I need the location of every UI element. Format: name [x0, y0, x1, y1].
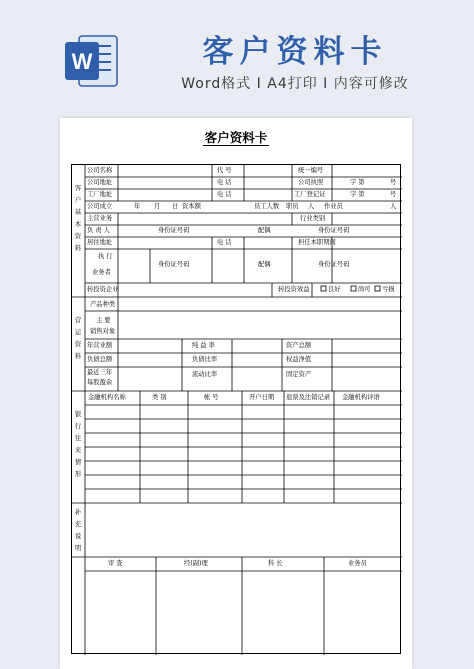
- section-business-label: 营 运 资 料: [74, 317, 82, 360]
- principal-label: 负 责 人: [87, 227, 110, 234]
- company-address-label: 公司地址: [87, 179, 113, 186]
- factory-reg-label: 工厂登记证: [294, 191, 326, 198]
- industry-label: 行业类别: [300, 215, 326, 222]
- factory-hao-label: 号: [390, 191, 397, 198]
- manager-label: 业务者: [92, 269, 111, 276]
- spouse-id-label-2: 身份证号码: [318, 261, 350, 268]
- total-assets-label: 资产总额: [286, 342, 312, 349]
- spouse-label-2: 配偶: [258, 261, 271, 268]
- word-logo-letter: W: [71, 49, 93, 74]
- company-name-label: 公司名称: [87, 167, 113, 174]
- license-zi-label: 字 第: [350, 179, 365, 186]
- bank-header-account: 帐 号: [204, 394, 219, 401]
- license-hao-label: 号: [390, 179, 397, 186]
- main-business-label: 主营业务: [87, 215, 113, 222]
- customer-form-table: [71, 164, 401, 654]
- document-page: [60, 118, 412, 669]
- principal-id-label: 身份证号码: [158, 227, 190, 234]
- executive-id-label: 身份证号码: [158, 261, 190, 268]
- good-option[interactable]: 良好: [328, 286, 341, 293]
- section-notes-label: 补 充 说 明: [74, 509, 82, 552]
- section-bank-label: 银 行 往 来 情 形: [74, 411, 82, 478]
- persons-label-1: 人: [308, 203, 315, 210]
- word-logo-icon: [63, 30, 119, 92]
- spouse-label-1: 配偶: [258, 227, 271, 234]
- recent-three-years-label: 最近三年: [87, 369, 113, 376]
- staff-label: 员工人数: [254, 203, 280, 210]
- main-sales-label-2: 销售对象: [90, 328, 116, 335]
- phone-label-1: 电 话: [217, 179, 232, 186]
- main-sales-label-1: 主 要: [96, 317, 111, 324]
- phone-label-3: 电 话: [217, 239, 232, 246]
- banner-subtitle: Word格式 I A4打印 I 内容可修改: [181, 76, 409, 92]
- salesperson-label: 业务员: [348, 560, 367, 567]
- bank-header-category: 类 别: [152, 394, 167, 401]
- net-equity-label: 权益净值: [286, 356, 312, 363]
- factory-zi-label: 字 第: [350, 191, 365, 198]
- product-label: 产品种类: [90, 301, 116, 308]
- bank-header-open-date: 开户日期: [249, 394, 275, 401]
- debt-ratio-label: 负债比率: [192, 356, 218, 363]
- net-margin-label: 纯 益 率: [192, 342, 215, 349]
- fixed-assets-label: 固定资产: [286, 371, 312, 378]
- bank-header-bounce-record: 退票及注销记录: [286, 394, 331, 401]
- transfer-effect-label: 转投资效益: [278, 286, 310, 293]
- year-label: 年: [134, 203, 141, 210]
- transfer-invest-label: 转投资企业: [87, 286, 119, 293]
- manager-sign-label: 经(副)理: [184, 560, 208, 567]
- persons-label-2: 人: [390, 203, 397, 210]
- revenue-label: 年营业额: [87, 342, 113, 349]
- form-grid: [72, 165, 402, 655]
- liabilities-label: 负债总额: [87, 356, 113, 363]
- capital-label: 资本额: [182, 203, 201, 210]
- tenure-label: 担任本职期间: [298, 239, 336, 246]
- spouse-id-label-1: 身份证号码: [318, 227, 350, 234]
- executive-label: 执 行: [98, 253, 113, 260]
- residence-label: 居住地址: [87, 239, 113, 246]
- average-option[interactable]: 尚可: [358, 286, 371, 293]
- banner-title: 客户资料卡: [202, 34, 388, 70]
- office-staff-label: 职员: [286, 203, 299, 210]
- established-label: 公司成立: [87, 203, 113, 210]
- bank-header-institution: 金融机构名称: [88, 394, 126, 401]
- day-label: 日: [172, 203, 179, 210]
- code-label: 代 号: [217, 167, 232, 174]
- review-label: 审 查: [108, 560, 123, 567]
- license-label: 公司执照: [298, 179, 324, 186]
- month-label: 月: [154, 203, 161, 210]
- section-chief-label: 科 长: [268, 560, 283, 567]
- bank-header-comment: 金融机构评语: [342, 394, 380, 401]
- phone-label-2: 电 话: [217, 191, 232, 198]
- template-banner: [0, 0, 474, 112]
- uid-label: 统一编号: [298, 167, 324, 174]
- document-title: 客户资料卡: [204, 130, 268, 145]
- factory-address-label: 工厂地址: [87, 191, 113, 198]
- eps-label: 每股盈余: [87, 379, 113, 386]
- current-ratio-label: 流动比率: [192, 371, 218, 378]
- workers-label: 作业员: [324, 203, 343, 210]
- section-customer-label: 客 户 基 本 资 料: [74, 185, 82, 252]
- loss-option[interactable]: 亏损: [382, 286, 395, 293]
